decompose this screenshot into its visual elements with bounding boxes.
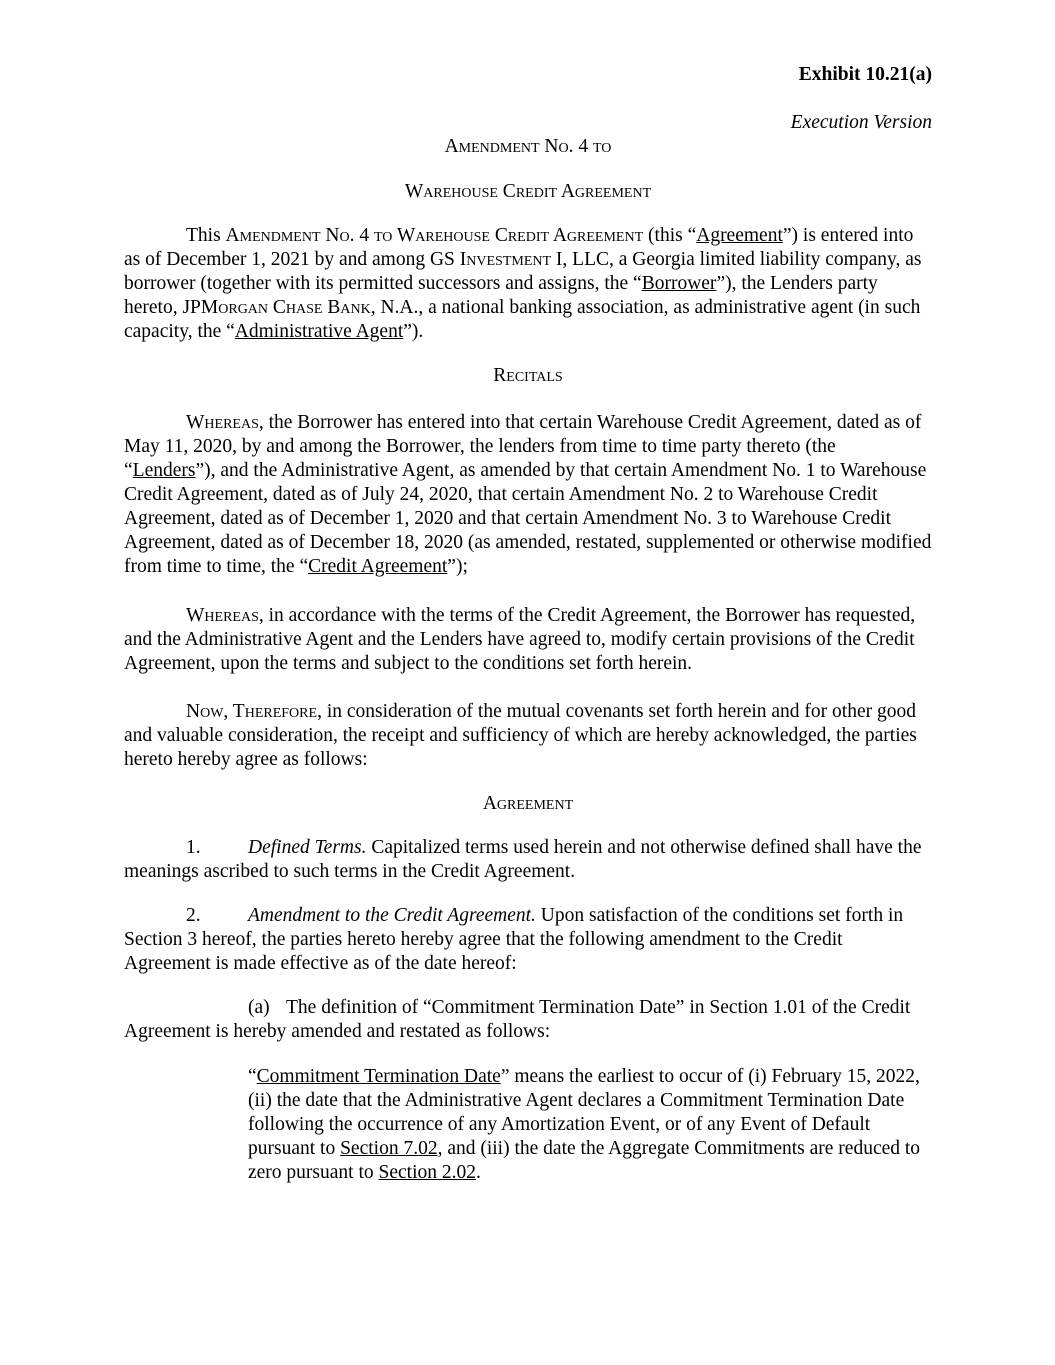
section-2a: (a) The definition of “Commitment Termination Date” in Section 1.01 of the Credit Agreement is hereby amended and restated as follows:	[124, 997, 911, 1042]
section-1-title: Defined Terms.	[248, 837, 367, 858]
version-label: Execution Version	[790, 112, 932, 133]
recitals-heading: Recitals	[493, 365, 563, 386]
section-7-02-reference: Section 7.02	[340, 1138, 438, 1159]
agreement-defined-term: Agreement	[696, 225, 783, 246]
section-2: 2. Amendment to the Credit Agreement. Upon satisfaction of the conditions set forth in Section 3 hereof, the parties hereto hereby agree that the following amendment to the Credit Agreement is made effective as of the date hereof:	[124, 905, 904, 974]
section-2-number: 2.	[186, 905, 201, 926]
section-1: 1. Defined Terms. Capitalized terms used herein and not otherwise defined shall have the meanings ascribed to such terms in the Credit Agreement.	[124, 837, 922, 882]
recital-paragraph-3: Now, Therefore, in consideration of the mutual covenants set forth herein and for other good and valuable consideration, the receipt and sufficiency of which are hereby acknowledged, the parties hereto hereby agree as follows:	[124, 701, 917, 770]
agreement-name: Amendment No. 4 to Warehouse Credit Agreement	[225, 225, 644, 246]
section-2-title: Amendment to the Credit Agreement.	[248, 905, 536, 926]
exhibit-label: Exhibit 10.21(a)	[798, 64, 932, 85]
commitment-termination-term: Commitment Termination Date	[256, 1066, 501, 1087]
recital-paragraph-1: Whereas, the Borrower has entered into that certain Warehouse Credit Agreement, dated as of May 11, 2020, by and among the Borrower, the lenders from time to time party thereto (the “Lenders”), and the Administrative Agent, as amended by that certain Amendment No. 1 to Warehouse Credit Agreement, dated as of July 24, 2020, that certain Amendment No. 2 to Warehouse Credit Agreement, dated as of December 1, 2020 and that certain Amendment No. 3 to Warehouse Credit Agreement, dated as of December 18, 2020 (as amended, restated, supplemented or otherwise modified from time to time, the “Credit Agreement”);	[124, 412, 932, 577]
borrower-defined-term: Borrower	[641, 273, 717, 294]
recital-paragraph-2: Whereas, in accordance with the terms of the Credit Agreement, the Borrower has requested, and the Administrative Agent and the Lenders have agreed to, modify certain provisions of the Credit Agreement, upon the terms and subject to the conditions set forth herein.	[124, 605, 916, 674]
section-1-number: 1.	[186, 837, 201, 858]
section-2a-label: (a)	[248, 997, 270, 1018]
lenders-defined-term: Lenders	[132, 460, 196, 481]
agreement-heading: Agreement	[482, 793, 574, 814]
section-2-02-reference: Section 2.02	[378, 1162, 477, 1183]
credit-agreement-defined-term: Credit Agreement	[308, 556, 448, 577]
title-line-2: Warehouse Credit Agreement	[404, 181, 652, 202]
title-line-1: Amendment No. 4 to	[444, 136, 612, 157]
commitment-termination-definition: “Commitment Termination Date” means the earliest to occur of (i) February 15, 2022, (ii) the date that the Administrative Agent declares a Commitment Termination Date following the occurrence of any Amortization Event, or of any Event of Default pursuant to Section 7.02, and (iii) the date the Aggregate Commitments are reduced to zero pursuant to Section 2.02.	[248, 1066, 921, 1183]
agent-defined-term: Administrative Agent	[234, 321, 404, 342]
intro-paragraph: This Amendment No. 4 to Warehouse Credit Agreement (this “Agreement”) is entered into as of December 1, 2021 by and among GS Investment I, LLC, a Georgia limited liability company, as borrower (together with its permitted successors and assigns, the “Borrower”), the Lenders party hereto, JPMorgan Chase Bank, N.A., a national banking association, as administrative agent (in such capacity, the “Administrative Agent”).	[124, 225, 922, 342]
